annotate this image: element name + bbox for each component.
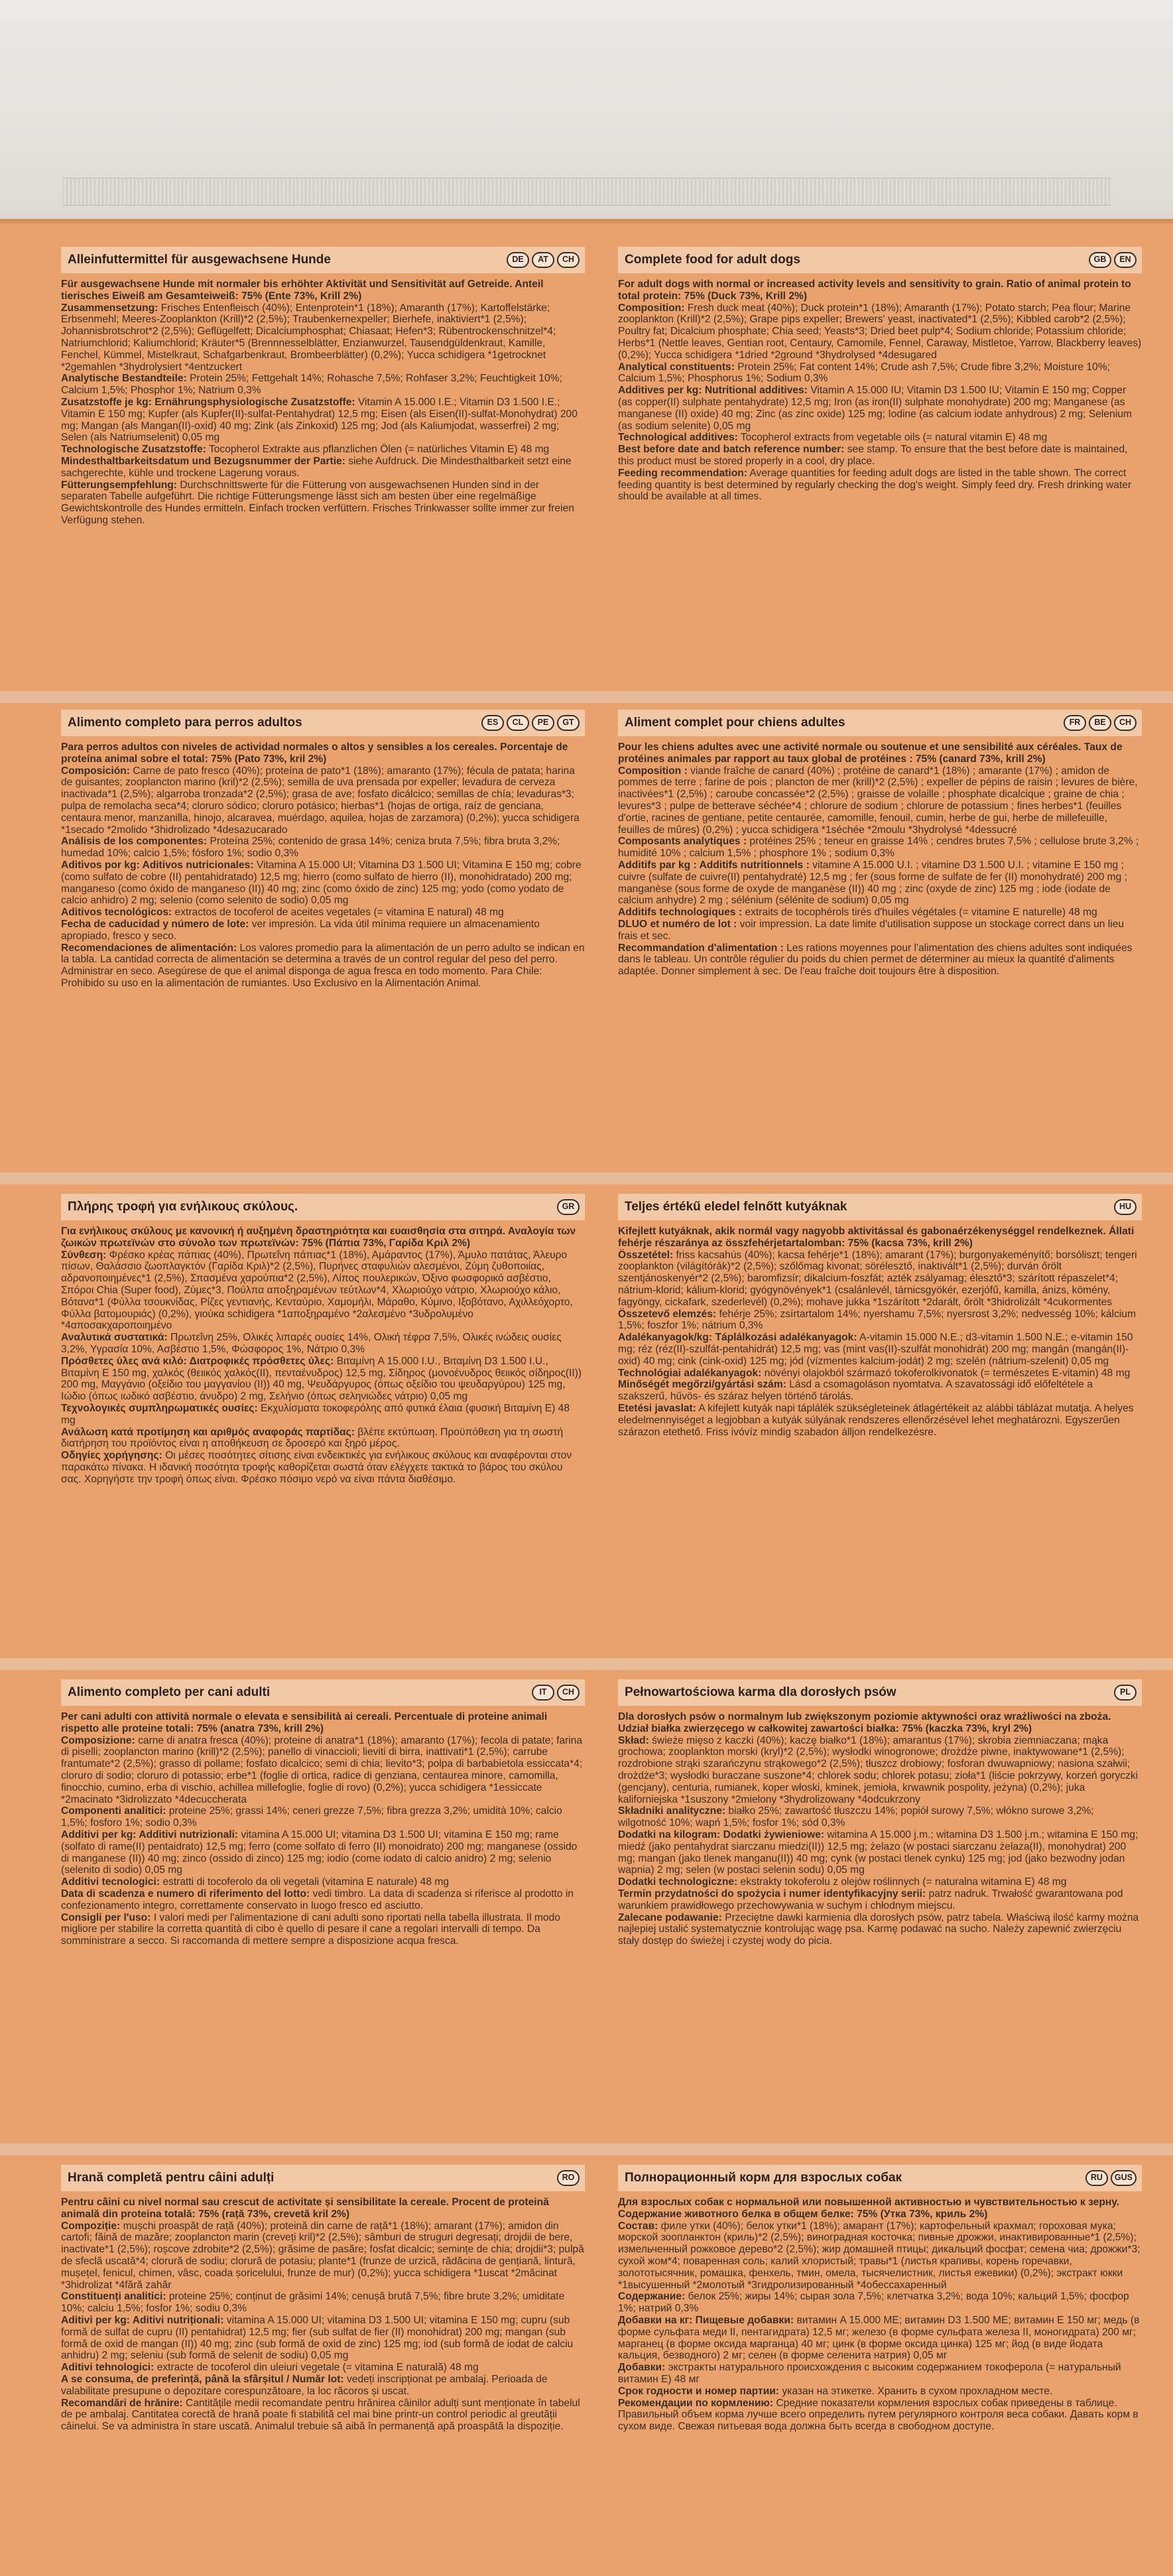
section-label: Data di scadenza e numero di riferimento del lotto:: [61, 1888, 310, 1900]
section-label: Constituenți analitici:: [61, 2291, 166, 2303]
panel-de: [61, 247, 585, 527]
section-label: Πρόσθετες ύλες ανά κιλό: Διατροφικές πρόσθετες ύλες:: [61, 1355, 334, 1367]
label-section: [618, 385, 1142, 432]
label-section: [61, 2291, 585, 2315]
section-label: Additivi tecnologici:: [61, 1876, 160, 1888]
panel-title: Полнорационный корм для взрослых собак: [625, 2171, 902, 2185]
section-label: Consigli per l'uso:: [61, 1911, 151, 1923]
section-text: extractos de tocoferol de aceites vegetales (= vitamina E natural) 48 mg: [172, 907, 504, 919]
section-text: Βιταμίνη A 15.000 I.U., Βιταμίνη D3 1.500 I.U., Βιταμίνη E 150 mg, χαλκός (θειικός χαλκός(ΙΙ), πενταένυδρος) 12,5 mg, Σίδηρος (μονοένυδρος θειικός σίδηρος(ΙΙ)) 200 mg, Μαγγάνιο (οξείδιο του μαγγανίου (ΙΙ)) 40 mg, Ψευδάργυρος (όπως οξείδιο του ψευδαργύρου) 125 mg, Ιώδιο (όπως ιωδικό ασβέστιο, άνυδρο) 2 mg, Σελήνιο (όπως σεληνιώδες νάτριο) 0,05 mg: [61, 1355, 582, 1403]
section-label: Összetevő elemzés:: [618, 1308, 717, 1320]
section-text: see stamp. To ensure that the best before date is maintained, this product must be stored properly in a cool, dry place.: [618, 444, 1128, 467]
section-label: Добавки на кг: Пищевые добавки:: [618, 2314, 794, 2326]
section-text: филе утки (40%); белок утки*1 (18%); амарант (17%); картофельный крахмал; гороховая мука; морской зоопланктон (криль)*2 (2,5%); виноградная косточка; пивные дрожжи, инактивированные*1 (2,5%); измельченный рожковое дерево*2 (2,5%); жир домашней птицы; дикальций фосфат; семена чиа; дрожжи*3; сухой жом*4; поваренная соль; калий хлористый; травы*1 (листья крапивы, корень горечавки, золототысячник, ромашка, фенхель, тмин, омела, тысячелистник, листья ежевики) (0,2%); экстракт юкки *1высушенный *2молотый *3гидролизированный *4обессахаренный: [618, 2220, 1141, 2291]
section-label: Состав:: [618, 2220, 658, 2232]
section-label: Aditivi tehnologici:: [61, 2362, 154, 2374]
panel-header: [61, 710, 585, 736]
country-badge: EN: [1114, 252, 1137, 268]
section-label: Aditivos tecnológicos:: [61, 907, 172, 919]
section-text: Tocopherol Extrakte aus pflanzlichen Ölen (= natürliches Vitamin E) 48 mg: [206, 444, 550, 456]
section-label: Fütterungsempfehlung:: [61, 479, 177, 491]
label-section: [61, 1250, 585, 1332]
section-text: vedi timbro. La data di scadenza si riferisce al prodotto in confezionamento integro, correttamente conservato in luogo fresco ed asciutto.: [61, 1888, 574, 1911]
section-label: Recomandări de hrănire:: [61, 2397, 183, 2409]
section-text: viande fraîche de canard (40%) ; protéine de canard*1 (18%) ; amarante (17%) ; amidon de pommes de terre ; farine de pois ; plancton de mer (krill)*2 (2,5%) ; expeller de pépins de raisin ; levures de bière, inactivées*1 (2,5%) ; caroube concassée*2 (2,5%) ; graisse de volaille ; phosphate dicalcique ; graine de chia ; levures*3 ; pulpe de betterave séchée*4 ; chlorure de sodium ; chlorure de potassium ; fines herbes*1 (feuilles d'ortie, racines de gentiane, petite centaurée, camomille, fenouil, cumin, herbe de gui, herbe de millefeuille, feuilles de mûres) (0,2%) ; yucca schidigera *1séchée *2moulu *3hydrolysé *4dessucré: [618, 765, 1138, 836]
panel-intro: Pour les chiens adultes avec une activité normale ou soutenue et une sensibilité aux céréales. Taux de protéines animales par rapport au taux global de protéines : 75% (canard 73%, krill 2%): [618, 741, 1123, 765]
label-section: [61, 444, 585, 456]
panel-en: [618, 247, 1142, 503]
section-label: Minőségét megőrzi/gyártási szám:: [618, 1379, 786, 1391]
label-section: [61, 456, 585, 480]
country-badges: [557, 2170, 580, 2186]
section-text: vitamina A 15.000 UI; vitamina D3 1.500 UI; vitamina E 150 mg; cupru (sub formă de sulfat de cupru (II) pentahidrat) 12,5 mg; fier (sub sulfat de fier (II) monohidrat) 200 mg; mangan (sub formă de oxid de mangan (II)) 40 mg; zinc (sub formă de oxid de zinc) 125 mg; iod (sub formă de iodat de calciu anhidru) 2 mg; seleniu (sub formă de selenit de sodiu) 0,05 mg: [61, 2314, 574, 2362]
section-label: Dodatki technologiczne:: [618, 1876, 738, 1888]
label-section: [618, 1735, 1142, 1806]
panel-intro: Para perros adultos con niveles de actividad normales o altos y sensibles a los cereales. Porcentaje de proteína animal sobre el total: 75% (Pato 73%, kril 2%): [61, 741, 568, 765]
label-section: [61, 1356, 585, 1403]
section-label: Zusammensetzung:: [61, 302, 158, 314]
label-section: [618, 765, 1142, 836]
country-badge: AT: [532, 252, 554, 268]
section-text: A-vitamin 15.000 N.E.; d3-vitamin 1.500 N.E.; e-vitamin 150 mg; réz (réz(II)-szulfát-pentahidrát) 12,5 mg; vas (mint vas(II)-szulfát monohidrát) 200 mg; mangán (mangán(II)-oxid) 40 mg; cink (cink-oxid) 125 mg; jód (vízmentes kalcium-jodát) 2 mg; szelén (nátrium-szelenit) 0,05 mg: [618, 1332, 1133, 1367]
section-text: Carne de pato fresco (40%); proteína de pato*1 (18%); amaranto (17%); fécula de patata; harina de guisantes; zooplancton marino (kril)*2 (2,5%); semilla de uva prensada por expeller; levadura de cerveza inactivada*1 (2,5%); algarroba tronzada*2 (2,5%); grasa de ave; fosfato dicálcico; semillas de chía; levaduras*3; pulpa de remolacha seca*4; cloruro sódico; cloruro potásico; hierbas*1 (hojas de ortiga, raíz de genciana, centaura menor, manzanilla, hinojo, alcaravea, muérdago, aquilea, hojas de zarzamora) (0,2%); yucca schidigera *1secado *2molido *3hidrolizado *4desazucarado: [61, 765, 580, 836]
country-badge: DE: [507, 252, 529, 268]
section-text: vitamina A 15.000 UI; vitamina D3 1.500 UI; vitamina E 150 mg; rame (solfato di rame(II) pentaidrato) 12,5 mg; ferro (come solfato di ferro (II) monoidrato) 200 mg; manganese (ossido di manganese (II)) 40 mg; zinco (ossido di zinco) 125 mg; iodio (come iodato di calcio anidro) 2 mg; selenio (selenito di sodio) 0,05 mg: [61, 1829, 578, 1876]
section-text: Durchschnittswerte für die Fütterung von ausgewachsenen Hunden sind in der separaten Tabelle aufgeführt. Die richtige Fütterungsmenge lässt sich am besten über eine regelmäßige Gewichtskontrolle des Hundes ermitteln. Einfach trocken verfüttern. Frisches Trinkwasser sollte immer zur freien Verfügung stehen.: [61, 479, 574, 526]
country-badges: [1089, 252, 1137, 268]
panel-intro: Για ενήλικους σκύλους με κανονική ή αυξημένη δραστηριότητα και ευαισθησία στα σιτηρά. Αναλογία των ζωικών πρωτεϊνών στο σύνολο των πρωτεϊνών: 75% (Πάπια 73%, Γαρίδα Κριλ 2%): [61, 1226, 576, 1249]
label-section: [618, 468, 1142, 503]
panel-title: Teljes értékű eledel felnőtt kutyáknak: [625, 1200, 847, 1214]
label-section: [61, 1876, 585, 1888]
label-section: [61, 1888, 585, 1912]
label-section: [61, 907, 585, 919]
section-text: βλέπε εκτύπωση. Προϋπόθεση για τη σωστή διατήρηση του προϊόντος είναι η αποθήκευση σε δροσερό και ξηρό μέρος.: [61, 1426, 564, 1450]
label-section: [618, 1332, 1142, 1367]
country-badges: [1085, 2170, 1137, 2186]
section-text: Average quantities for feeding adult dogs are listed in the table shown. The correct feeding quantity is best determined by regularly checking the dog's weight. Simply feed dry. Fresh drinking water should be available at all times.: [618, 467, 1132, 503]
section-label: Składniki analityczne:: [618, 1805, 726, 1817]
country-badge: CL: [507, 715, 529, 731]
section-text: növényi olajokból származó tokoferolkivonatok (= természetes E-vitamin) 48 mg: [761, 1367, 1131, 1379]
section-label: Termin przydatności do spożycia i numer identyfikacyjny serii:: [618, 1888, 926, 1900]
label-section: [618, 1379, 1142, 1403]
section-label: Analytische Bestandteile:: [61, 373, 187, 385]
panel-header: [618, 1194, 1142, 1220]
label-section: [618, 1403, 1142, 1438]
section-label: Technologische Zusatzstoffe:: [61, 444, 206, 456]
section-text: Vitamin A 15.000 I.E.; Vitamin D3 1.500 I.E.; Vitamin E 150 mg; Kupfer (als Kupfer(II)-sulfat-Pentahydrat) 12,5 mg; Eisen (als Eisen(II)-sulfat-Monohydrat) 200 mg; Mangan (als Mangan(II)-oxid) 40 mg; Zink (als Zinkoxid) 125 mg; Jod (als Kaliumjodat, wasserfrei) 2 mg; Selen (als Natriumselenit) 0,05 mg: [61, 396, 578, 444]
section-label: Additifs par kg : Additifs nutritionnels :: [618, 859, 810, 871]
section-label: Skład:: [618, 1734, 649, 1746]
section-label: Composants analytiques :: [618, 836, 747, 848]
panel-ru: [618, 2165, 1142, 2433]
country-badge: HU: [1114, 1199, 1137, 1215]
label-section: [618, 444, 1142, 468]
section-text: витамин A 15.000 МЕ; витамин D3 1.500 МЕ; витамин E 150 мг; медь (в форме сульфата меди II, пентагидрата) 12,5 мг; железо (в форме сульфата железа II, моногидрата) 200 мг; марганец (в форме оксида марганца) 40 мг; цинк (в форме оксида цинка) 125 мг; йод (в виде йодата кальция, безводного) 2 мг; селен (в форме селенита натрия) 0,05 мг: [618, 2314, 1140, 2362]
section-text: vitamine A 15.000 U.I. ; vitamine D3 1.500 U.I. ; vitamine E 150 mg ; cuivre (sulfate de cuivre(II) pentahydraté) 12,5 mg ; fer (sous forme de sulfate de fer (II) monohydraté) 200 mg ; manganèse (sous forme de oxyde de manganèse (II)) 40 mg ; zinc (oxyde de zinc) 125 mg ; iode (iodate de calcium anhydre) 2 mg ; sélénium (sélénite de sodium) 0,05 mg: [618, 859, 1127, 907]
country-badge: PL: [1114, 1685, 1137, 1701]
label-section: [618, 1876, 1142, 1888]
section-label: Additifs technologiques :: [618, 907, 743, 919]
panel-pl: [618, 1679, 1142, 1947]
section-label: Zusatzstoffe je kg: Ernährungsphysiologische Zusatzstoffe:: [61, 396, 355, 408]
panel-title: Alimento completo per cani adulti: [68, 1685, 271, 1700]
section-text: Przeciętne dawki karmienia dla dorosłych psów, patrz tabela. Właściwą ilość karmy można najlepiej ustalić systematycznie kontrolując wagę psa. Karmę podawać na sucho. Należy zapewnić zwierzęciu stały dostęp do świeżej i czystej wody do picia.: [618, 1911, 1139, 1947]
country-badge: GT: [557, 715, 580, 731]
label-section: [61, 1805, 585, 1829]
label-section: [618, 942, 1142, 978]
panel-hu: [618, 1194, 1142, 1438]
section-label: Adalékanyagok/kg: Táplálkozási adalékanyagok:: [618, 1332, 857, 1344]
country-badge: IT: [532, 1685, 554, 1701]
section-label: Dodatki na kilogram: Dodatki żywieniowe:: [618, 1829, 825, 1840]
label-section: [61, 1427, 585, 1450]
label-section: [61, 1829, 585, 1876]
section-label: Additivi per kg: Additivi nutrizionali:: [61, 1829, 239, 1840]
section-label: Fecha de caducidad y número de lote:: [61, 918, 249, 930]
label-section: [61, 373, 585, 397]
label-section: [61, 1735, 585, 1806]
section-text: extraits de tocophérols tirés d'huiles végétales (= vitamine E naturelle) 48 mg: [742, 907, 1097, 919]
section-text: protéines 25% ; teneur en graisse 14% ; cendres brutes 7,5% ; cellulose brute 3,2% ; humidité 10% ; calcium 1,5% ; phosphore 1% ; sodium 0,3%: [618, 836, 1139, 860]
section-label: DLUO et numéro de lot :: [618, 918, 737, 930]
section-text: vedeți inscripționat pe ambalaj. Perioada de valabilitate presupune o depozitare corespunzătoare, la loc răcoros și uscat.: [61, 2373, 548, 2397]
section-label: Composizione:: [61, 1734, 135, 1746]
panel-header: [618, 1679, 1142, 1706]
section-label: Componenti analitici:: [61, 1805, 166, 1817]
section-text: Εκχυλίσματα τοκοφερόλης από φυτικά έλαια (φυσική Βιταμίνη E) 48 mg: [61, 1402, 570, 1426]
country-badge: ES: [481, 715, 504, 731]
panel-gr: [61, 1194, 585, 1486]
label-section: [61, 2374, 585, 2398]
section-text: экстракты натурального происхождения с высоким содержанием токоферола (= натуральный витамин E) 48 мг: [618, 2362, 1121, 2385]
label-section: [618, 836, 1142, 860]
panel-title: Complete food for adult dogs: [625, 253, 800, 267]
panel-header: [618, 2165, 1142, 2191]
section-text: Proteína 25%; contenido de grasa 14%; ceniza bruta 7,5%; fibra bruta 3,2%; humedad 10%; calcio 1,5%; fósforo 1%; sodio 0,3%: [61, 836, 560, 860]
section-label: Zalecane podawanie:: [618, 1911, 722, 1923]
section-label: Best before date and batch reference number:: [618, 444, 845, 456]
panel-header: [61, 1194, 585, 1220]
label-section: [61, 2362, 585, 2374]
section-text: указан на этикетке. Хранить в сухом прохладном месте.: [779, 2385, 1053, 2397]
label-section: [61, 1403, 585, 1427]
panel-it: [61, 1679, 585, 1947]
label-section: [618, 2362, 1142, 2386]
country-badges: [507, 252, 580, 268]
section-text: proteine 25%; grassi 14%; ceneri grezze 7,5%; fibra grezza 3,2%; umidità 10%; calcio 1,5%; fosforo 1%; sodio 0,3%: [61, 1805, 562, 1829]
panel-intro: Для взрослых собак с нормальной или повышенной активностью и чувствительностью к зерну. Содержание животного белка в общем белке: 75% (Утка 73%, криль 2%): [618, 2197, 1119, 2220]
label-section: [618, 860, 1142, 907]
section-label: Recommandation d'alimentation :: [618, 942, 784, 954]
country-badges: [481, 715, 580, 731]
section-label: Aditivi per kg: Aditivi nutriționali:: [61, 2314, 224, 2326]
label-section: [61, 2315, 585, 2362]
section-text: voir impression. La date limite d'utilisation suppose un stockage correct dans un lieu frais et sec.: [618, 918, 1125, 942]
label-section: [618, 2386, 1142, 2398]
section-label: Ανάλωση κατά προτίμηση και αριθμός αναφοράς παρτίδας:: [61, 1426, 355, 1438]
section-label: Τεχνολογικές συμπληρωματικές ουσίες:: [61, 1402, 258, 1414]
section-label: Technological additives:: [618, 432, 738, 444]
section-label: Análisis de los componentes:: [61, 836, 208, 848]
section-text: Protein 25%; Fettgehalt 14%; Rohasche 7,5%; Rohfaser 3,2%; Feuchtigkeit 10%; Calcium 1,5%; Phosphor 1%; Natrium 0,3%: [61, 373, 562, 397]
section-text: I valori medi per l'alimentazione di cani adulti sono riportati nella tabella illustrata. Il modo migliore per stabilire la corretta quantità di cibo è quello di pesare il cane a regolari intervalli di tempo. Da somministrare a secco. Si raccomanda di mettere sempre a disposizione acqua fresca.: [61, 1911, 560, 1947]
panel-title: Πλήρης τροφή για ενήλικους σκύλους.: [68, 1200, 298, 1214]
country-badge: GR: [557, 1199, 580, 1215]
section-text: Frisches Entenfleisch (40%); Entenprotein*1 (18%); Amaranth (17%); Kartoffelstärke; Erbsenmehl; Meeres-Zooplankton (Krill)*2 (2,5%); Traubenkernexpeller; Bierhefe, inaktiviert*1 (2,5%); Johannisbrotschrot*2 (2,5%); Geflügelfett; Dicalciumphosphat; Chiasaat; Hefen*3; Rübentrockenschnitzel*4; Natriumchlorid; Kaliumchlorid; Kräuter*5 (Brennnesselblätter, Enzianwurzel, Tausendgüldenkraut, Kamille, Fenchel, Kümmel, Mistelkraut, Schafgarbenkraut, Brombeerblätter) (0,2%); Yucca schidigera *1getrocknet *2gemahlen *3hydrolysiert *4entzuckert: [61, 302, 556, 373]
section-text: siehe Aufdruck. Die Mindesthaltbarkeit setzt eine sachgerechte, kühle und trockene Lagerung voraus.: [61, 455, 572, 479]
label-section: [61, 942, 585, 990]
label-section: [618, 919, 1142, 942]
divider-band: [0, 1173, 1173, 1185]
section-text: ekstrakty tokoferolu z olejów roślinnych (= naturalna witamina E) 48 mg: [737, 1876, 1067, 1888]
panel-title: Aliment complet pour chiens adultes: [625, 716, 845, 730]
bag-heat-seal: [63, 178, 1111, 206]
section-label: Feeding recommendation:: [618, 467, 747, 479]
section-label: Οδηγίες χορήγησης:: [61, 1450, 162, 1462]
country-badges: [1064, 715, 1137, 731]
label-section: [61, 860, 585, 907]
country-badge: CH: [557, 252, 580, 268]
country-badges: [1114, 1685, 1137, 1701]
label-section: [61, 919, 585, 942]
divider-band: [0, 691, 1173, 703]
section-text: Lásd a csomagoláson nyomtatva. A szavatossági idő előfeltétele a szakszerű, hűvös- és száraz helyen történő tárolás.: [618, 1379, 1093, 1403]
panel-header: [618, 247, 1142, 273]
panel-fr: [618, 710, 1142, 978]
section-label: Összetétel:: [618, 1249, 674, 1261]
label-section: [618, 2221, 1142, 2291]
section-label: A se consuma, de preferință, până la sfârșitul / Număr lot:: [61, 2373, 344, 2385]
label-section: [61, 1912, 585, 1947]
country-badge: CH: [1114, 715, 1137, 731]
country-badge: GUS: [1111, 2170, 1137, 2186]
panel-ro: [61, 2165, 585, 2433]
label-section: [61, 480, 585, 527]
section-text: A kifejlett kutyák napi táplálék szükségleteinek átlagértékeit az alábbi táblázat mutatja. A helyes eledelmennyiséget a legjobban a kutyák súlyának rendszeres ellenőrzésével lehet meghatározni. Egyszerűen szárazon etethető. Friss ivóvíz mindig szabadon álljon rendelkezésre.: [618, 1402, 1134, 1438]
country-badge: FR: [1064, 715, 1086, 731]
section-label: Mindesthaltbarkeitsdatum und Bezugsnummer der Partie:: [61, 455, 345, 467]
label-section: [618, 1250, 1142, 1309]
panel-intro: Kifejlett kutyáknak, akik normál vagy nagyobb aktivitással és gabonaérzékenységgel rendelkeznek. Állati fehérje részaránya az összfehérjetartalomban: 75% (kacsa 73%, krill 2%): [618, 1226, 1135, 1249]
panel-header: [618, 710, 1142, 736]
section-text: Vitamina A 15.000 UI; Vitamina D3 1.500 UI; Vitamina E 150 mg; cobre (como sulfato de cobre (II) pentahidratado) 12,5 mg; hierro (como sulfato de hierro (II), monohidratado) 200 mg; manganeso (como óxido de manganeso (II)) 40 mg; zinc (como óxido de zinc) 125 mg; yodo (como yodato de calcio anhidro) 2 mg; selenio (como selenito de sodio) 0,05 mg: [61, 859, 582, 907]
country-badge: BE: [1089, 715, 1111, 731]
section-text: Οι μέσες ποσότητες σίτισης είναι ενδεικτικές για ενήλικους σκύλους και αναφέρονται στον παρακάτω πίνακα. Η ιδανική ποσότητα τροφής καθορίζεται σωστά όταν ελέγχετε τακτικά το βάρος του σκύλου σας. Χορηγήστε την τροφή όπως είναι. Φρέσκο πόσιμο νερό να είναι πάντα διαθέσιμο.: [61, 1450, 572, 1485]
section-text: Cantitățile medii recomandate pentru hrănirea câinilor adulți sunt menționate în tabelul de pe ambalaj. Cantitatea corectă de hrană poate fi stabilită cel mai bine printr-un control periodic al greutății câinelui. Se va administra în stare uscată. Animalul trebuie să aibă în permanență apă proaspătă la dispoziție.: [61, 2397, 580, 2433]
panel-intro: For adult dogs with normal or increased activity levels and sensitivity to grain. Ratio of animal protein to total protein: 75% (Duck 73%, Krill 2%): [618, 279, 1131, 302]
panel-header: [61, 2165, 585, 2191]
section-label: Срок годности и номер партии:: [618, 2385, 780, 2397]
panel-es: [61, 710, 585, 990]
label-section: [618, 1805, 1142, 1829]
section-label: Compoziție:: [61, 2220, 121, 2232]
country-badges: [1114, 1199, 1137, 1215]
label-section: [61, 397, 585, 444]
section-text: Tocopherol extracts from vegetable oils (= natural vitamin E) 48 mg: [737, 432, 1048, 444]
section-label: Содержание:: [618, 2291, 686, 2303]
section-text: proteine 25%; conținut de grăsimi 14%; cenușă brută 7,5%; fibre brute 3,2%; umiditate 10%; calciu 1,5%; fosfor 1%; sodiu 0,3%: [61, 2291, 565, 2315]
section-text: patrz nadruk. Trwałość gwarantowana pod warunkiem prawidłowego przechowywania w suchym i chłodnym miejscu.: [618, 1888, 1123, 1911]
section-label: Technológiai adalékanyagok:: [618, 1367, 762, 1379]
section-text: witamina A 15.000 j.m.; witamina D3 1.500 j.m.; witamina E 150 mg; miedź (jako pentahydrat siarczanu miedzi(II)) 12,5 mg; żelazo (w postaci siarczanu żelaza(II), monohydrat) 200 mg; mangan (jako tlenek manganu(II)) 40 mg; cynk (w postaci tlenek cynku) 125 mg; jod (jako bezwodny jodan wapnia) 2 mg; selen (w postaci selenin sodu) 0,05 mg: [618, 1829, 1139, 1876]
section-label: Αναλυτικά συστατικά:: [61, 1332, 168, 1344]
country-badge: RU: [1085, 2170, 1108, 2186]
panel-intro: Für ausgewachsene Hunde mit normaler bis erhöhter Aktivität und Sensitivität auf Getreide. Anteil tierisches Eiweiß am Gesamteiweiß: 75% (Ente 73%, Krill 2%): [61, 279, 544, 302]
panel-intro: Per cani adulti con attività normale o elevata e sensibilità ai cereali. Percentuale di proteine animali rispetto alle proteine totali: 75% (anatra 73%, krill 2%): [61, 1711, 548, 1734]
section-label: Etetési javaslat:: [618, 1402, 696, 1414]
section-label: Σύνθεση:: [61, 1249, 107, 1261]
label-section: [61, 302, 585, 373]
label-section: [618, 1309, 1142, 1332]
section-label: Рекомендации по кормлению:: [618, 2397, 774, 2409]
panel-title: Alimento completo para perros adultos: [68, 716, 302, 730]
section-text: Los valores promedio para la alimentación de un perro adulto se indican en la tabla. La cantidad correcta de alimentación se determina a través de un control regular del peso del perro. Administrar en seco. Asegúrese de que el animal disponga de agua fresca en todo momento. Para Chile: Prohibido su uso en la alimentación de rumiantes. Uso Exclusivo en la Alimentación Animal.: [61, 942, 585, 989]
section-text: ver impresión. La vida útil mínima requiere un almacenamiento apropiado, fresco y seco.: [61, 918, 540, 942]
country-badge: PE: [532, 715, 554, 731]
section-text: białko 25%; zawartość tłuszczu 14%; popiół surowy 7,5%; włókno surowe 3,2%; wilgotność 10%; wapń 1,5%; fosfor 1%; sód 0,3%: [618, 1805, 1094, 1829]
section-label: Добавки:: [618, 2362, 666, 2374]
section-text: Vitamin A 15.000 IU; Vitamin D3 1.500 IU; Vitamin E 150 mg; Copper (as copper(II) sulphate pentahydrate) 12,5 mg; Iron (as iron(II) sulphate monohydrate) 200 mg; Manganese (as manganese (II) oxide) 40 mg; Zinc (as zinc oxide) 125 mg; Iodine (as calcium iodate anhydrous) 2 mg; Selenium (as sodium selenite) 0,05 mg: [618, 385, 1132, 432]
section-label: Composition :: [618, 765, 688, 777]
section-text: fehérje 25%; zsírtartalom 14%; nyershamu 7,5%; nyersrost 3,2%; nedvesség 10%; kálcium 1,5%; foszfor 1%; nátrium 0,3%: [618, 1308, 1136, 1332]
panel-title: Alleinfuttermittel für ausgewachsene Hunde: [68, 253, 331, 267]
label-section: [61, 1332, 585, 1356]
label-section: [618, 302, 1142, 361]
section-text: Fresh duck meat (40%); Duck protein*1 (18%); Amaranth (17%); Potato starch; Pea flour; Marine zooplankton (Krill)*2 (2,5%); Grape pips expeller; Brewers' yeast, inactivated*1 (2,5%); Kibbled carob*2 (2,5%); Poultry fat; Dicalcium phosphate; Chia seed; Yeasts*3; Dried beet pulp*4; Sodium chloride; Potassium chloride; Herbs*1 (Nettle leaves, Gentian root, Centaury, Camomile, Fennel, Caraway, Mistletoe, Yarrow, Blackberry leaves) (0,2%); Yucca schidigera *1dried *2ground *3hydrolysed *4desugared: [618, 302, 1142, 361]
section-text: Φρέσκο κρέας πάπιας (40%), Πρωτεΐνη πάπιας*1 (18%), Αμάραντος (17%), Άμυλο πατάτας, Άλευρο πίσων, Θαλάσσιο ζωοπλαγκτόν (Γαρίδα Κριλ)*2 (2,5%), Πυρήνες σταφυλιών αλεσμένοι, Ζύμη ζυθοποιίας, αδρανοποιημένες*1 (2,5%), Σπασμένα χαρούπια*2 (2,5%), Λίπος πουλερικών, Όξινο φωσφορικό ασβέστιο, Σπόροι Chia (Super food), Ζύμες*3, Πούλπα αποξηραμένων τεύτλων*4, Χλωριούχο νάτριο, Χλωριούχο κάλιο, Βότανα*1 (Φύλλα τσουκνίδας, Ρίζες γεντιανής, Κενταύριο, Χαμομήλι, Μάραθο, Κύμινο, Ιξοβότανο, Αχιλλεόχορτο, Φύλλα βατομουριάς) (0,2%), γιούκα schidigera *1αποξηραμένο *2αλεσμένο *3υδρολυμένο *4αποσακχαροποιημένο: [61, 1249, 573, 1332]
country-badges: [532, 1685, 580, 1701]
label-section: [61, 2398, 585, 2433]
section-label: Recomendaciones de alimentación:: [61, 942, 237, 954]
label-section: [618, 1888, 1142, 1912]
divider-band: [0, 2144, 1173, 2156]
country-badge: CH: [557, 1685, 580, 1701]
section-label: Composición:: [61, 765, 130, 777]
label-section: [618, 1368, 1142, 1380]
divider-band: [0, 1658, 1173, 1670]
country-badge: RO: [557, 2170, 580, 2186]
section-label: Additives per kg: Nutritional additives:: [618, 385, 808, 397]
label-section: [618, 2291, 1142, 2315]
country-badges: [557, 1199, 580, 1215]
panel-header: [61, 247, 585, 273]
section-text: Πρωτεΐνη 25%, Ολικές λιπαρές ουσίες 14%, Ολική τέφρα 7,5%, Ολικές ινώδεις ουσίες 3,2%, Υγρασία 10%, Ασβέστιο 1,5%, Φώσφορος 1%, Νάτριο 0,3%: [61, 1332, 562, 1355]
label-section: [61, 836, 585, 860]
section-text: carne di anatra fresca (40%); proteine di anatra*1 (18%); amaranto (17%); fecola di patate; farina di piselli; zooplancton marino (krill)*2 (2,5%); panello di vinaccioli; lieviti di birra, inattivati*1 (2,5%); carrube frantumate*2 (2,5%); grasso di pollame; fosfato dicalcico; semi di chia; lievito*3; polpa di barbabietola essiccata*4; cloruro di sodio; cloruro di potassio; erbe*1 (foglie di ortica, radice di genziana, centaurea minore, camomilla, finocchio, cumino, erba di vischio, achillea millefoglie, foglie di rovo) (0,2%); yucca schidigera *1essiccate *2macinato *3idrolizzato *4decuccherata: [61, 1734, 583, 1805]
label-section: [618, 1912, 1142, 1947]
label-section: [61, 2221, 585, 2291]
label-section: [618, 361, 1142, 385]
section-text: friss kacsahús (40%); kacsa fehérje*1 (18%); amarant (17%); burgonyakeményítő; borsóliszt; tengeri zooplankton (világítórák)*2 (2,5%); szőlőmag kivonat; sörélesztő, inaktivált*1 (2,5%); durván őrölt szentjánoskenyér*2 (2,5%); baromfizsír; dikalcium-foszfát; azték zsályamag; élesztő*3; szárított répaszelet*4; nátrium-klorid; kálium-klorid; gyógynövények*1 (csalánlevél, tárnicsgyökér, ezerjófű, kamilla, ánizs, kömény, fagyöngy, cickafark, szederlevél) (0,2%); mohave jukka *1szárított *2darált, őrölt *3hidrolizált *4cukormentes: [618, 1249, 1137, 1308]
section-text: świeże mięso z kaczki (40%); kaczę białko*1 (18%); amarantus (17%); skrobia ziemniaczana; mąka grochowa; zooplankton morski (kryl)*2 (2,5%); wysłodki winogronowe; drożdże piwne, inaktywowane*1 (2,5%); rozdrobione strąki szarańczynu strąkowego*2 (2,5%); tłuszcz drobiowy; fosforan dwuwapniowy; nasiona szałwii; drożdże*3; wysłodki buraczane suszone*4; chlorek sodu; chlorek potasu; zioła*1 (liście pokrzywy, korzeń goryczki (gencjany), centuria, rumianek, koper włoski, kminek, jemioła, krwawnik pospolity, jeżyna) (0,2%); juka kaliforniejska *1suszony *2mielony *3hydrolizowany *4odcukrzony: [618, 1734, 1139, 1805]
section-label: Aditivos por kg: Aditivos nutricionales:: [61, 859, 254, 871]
label-section: [618, 2315, 1142, 2362]
panel-title: Pełnowartościowa karma dla dorosłych psów: [625, 1685, 896, 1700]
label-section: [61, 1450, 585, 1485]
label-section: [618, 907, 1142, 919]
label-section: [61, 765, 585, 836]
section-text: extracte de tocoferol din uleiuri vegetale (= vitamina E naturală) 48 mg: [154, 2362, 479, 2374]
label-section: [618, 2398, 1142, 2433]
panel-intro: Pentru câini cu nivel normal sau crescut de activitate și sensibilitate la cereale. Procent de proteină animală din proteina totală: 75% (rață 73%, crevetă kril 2%): [61, 2197, 549, 2220]
section-label: Analytical constituents:: [618, 361, 735, 373]
panel-title: Hrană completă pentru câini adulți: [68, 2171, 275, 2185]
label-section: [618, 432, 1142, 444]
section-text: Les rations moyennes pour l'alimentation des chiens adultes sont indiquées dans le tableau. Un contrôle régulier du poids du chien permet de déterminer au mieux la quantité d'aliments adaptée. Donner simplement à sec. De l'eau fraîche doit toujours être à disposition.: [618, 942, 1133, 978]
panel-header: [61, 1679, 585, 1706]
section-text: estratti di tocoferolo da oli vegetali (vitamina E naturale) 48 mg: [160, 1876, 449, 1888]
panel-intro: Dla dorosłych psów o normalnym lub zwiększonym poziomie aktywności oraz wrażliwości na zboża. Udział białka zwierzęcego w całkowitej zawartości białka: 75% (kaczka 73%, kryl 2%): [618, 1711, 1111, 1734]
country-badge: GB: [1089, 252, 1111, 268]
label-section: [618, 1829, 1142, 1876]
section-text: Protein 25%; Fat content 14%; Crude ash 7,5%; Crude fibre 3,2%; Moisture 10%; Calcium 1,5%; Phosphorus 1%; Sodium 0,3%: [618, 361, 1110, 385]
section-text: Средние показатели кормления взрослых собак приведены в таблице. Правильный объем корма лучше всего определить путем регулярного контроля веса собаки. Давать корм в сухом виде. Свежая питьевая вода должна быть всегда в свободном доступе.: [618, 2397, 1139, 2433]
section-text: белок 25%; жиры 14%; сырая зола 7,5%; клетчатка 3,2%; вода 10%; кальций 1,5%; фосфор 1%; натрий 0,3%: [618, 2291, 1129, 2315]
section-label: Composition:: [618, 302, 685, 314]
section-text: mușchi proaspăt de rață (40%); proteină din carne de rață*1 (18%); amarant (17%); amidon din cartofi; făină de mazăre; zooplancton marin (creveți kril)*2 (2,5%); sâmburi de struguri degresați; drojdii de bere, inactivate*1 (2,5%); roșcove zdrobite*2 (2,5%); grăsime de pasăre; fosfat dicalcic; semințe de chia; drojdii*3; pulpă de sfeclă uscată*4; clorură de sodiu; clorură de potasiu; plante*1 (frunze de urzică, rădăcina de gențiană, lintură, mușețel, fenicul, chimen, vâsc, coada șoricelului, frunze de mur) (0,2%); yucca schidigera *1uscat *2măcinat *3hidrolizat *4fără zahăr: [61, 2220, 584, 2291]
bag-fold: [0, 219, 1173, 225]
